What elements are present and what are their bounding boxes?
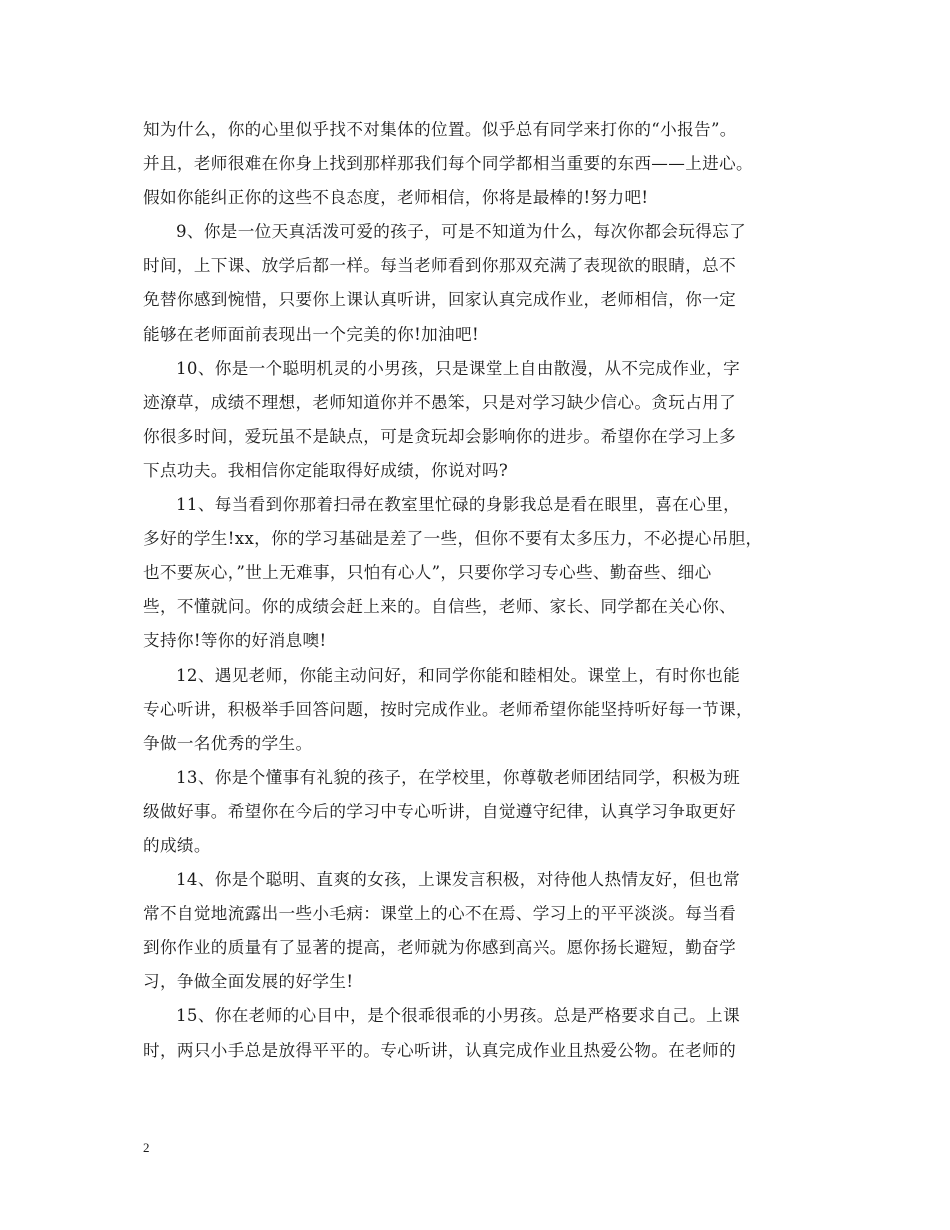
text-line: 知为什么，你的心里似乎找不对集体的位置。似乎总有同学来打你的“小报告”。 <box>143 120 737 139</box>
text-line: 13、你是个懂事有礼貌的孩子，在学校里，你尊敬老师团结同学，积极为班 <box>176 767 741 787</box>
text-line: 支持你!等你的好消息噢! <box>143 631 327 651</box>
body-text <box>143 113 823 1068</box>
text-line: 10、你是一个聪明机灵的小男孩，只是课堂上自由散漫，从不完成作业，字 <box>176 358 741 378</box>
text-line: 的成绩。 <box>143 835 211 855</box>
text-line: 15、你在老师的心目中，是个很乖很乖的小男孩。总是严格要求自己。上课 <box>176 1006 741 1026</box>
text-line: 免替你感到惋惜，只要你上课认真听讲，回家认真完成作业，老师相信，你一定 <box>143 290 737 310</box>
text-line: 你很多时间，爱玩虽不是缺点，可是贪玩却会影响你的进步。希望你在学习上多 <box>143 426 737 446</box>
page-number: 2 <box>143 1140 150 1155</box>
text-line: 能够在老师面前表现出一个完美的你!加油吧! <box>143 324 479 344</box>
text-line: 常不自觉地流露出一些小毛病：课堂上的心不在焉、学习上的平平淡淡。每当看 <box>143 904 737 924</box>
text-line: 习，争做全面发展的好学生! <box>143 972 354 992</box>
text-line: 11、每当看到你那着扫帚在教室里忙碌的身影我总是看在眼里，喜在心里， <box>176 495 741 515</box>
text-line: 假如你能纠正你的这些不良态度，老师相信，你将是最棒的!努力吧! <box>143 188 649 208</box>
text-line: 12、遇见老师，你能主动问好，和同学你能和睦相处。课堂上，有时你也能 <box>176 665 741 685</box>
text-line: 时间，上下课、放学后都一样。每当老师看到你那双充满了表现欲的眼睛，总不 <box>143 256 737 276</box>
text-line: 9、你是一位天真活泼可爱的孩子，可是不知道为什么，每次你都会玩得忘了 <box>176 222 747 242</box>
text-line: 下点功夫。我相信你定能取得好成绩，你说对吗? <box>143 460 509 480</box>
text-line: 些，不懂就问。你的成绩会赶上来的。自信些，老师、家长、同学都在关心你、 <box>143 597 737 617</box>
text-line: 多好的学生!xx，你的学习基础是差了一些，但你不要有太多压力，不必提心吊胆， <box>143 529 763 549</box>
text-line: 级做好事。希望你在今后的学习中专心听讲，自觉遵守纪律，认真学习争取更好 <box>143 801 737 821</box>
text-line: 迹潦草，成绩不理想，老师知道你并不愚笨，只是对学习缺少信心。贪玩占用了 <box>143 392 737 412</box>
text-line: 到你作业的质量有了显著的提高，老师就为你感到高兴。愿你扬长避短，勤奋学 <box>143 938 737 958</box>
text-line: 14、你是个聪明、直爽的女孩，上课发言积极，对待他人热情友好，但也常 <box>176 870 741 890</box>
text-line: 专心听讲，积极举手回答问题，按时完成作业。老师希望你能坚持听好每一节课， <box>143 699 753 719</box>
text-line: 也不要灰心，”世上无难事，只怕有心人”，只要你学习专心些、勤奋些、细心 <box>143 563 712 583</box>
text-line: 时，两只小手总是放得平平的。专心听讲，认真完成作业且热爱公物。在老师的 <box>143 1040 737 1060</box>
text-line: 争做一名优秀的学生。 <box>143 733 313 753</box>
text-line: 并且，老师很难在你身上找到那样那我们每个同学都相当重要的东西——上进心。 <box>143 154 753 174</box>
